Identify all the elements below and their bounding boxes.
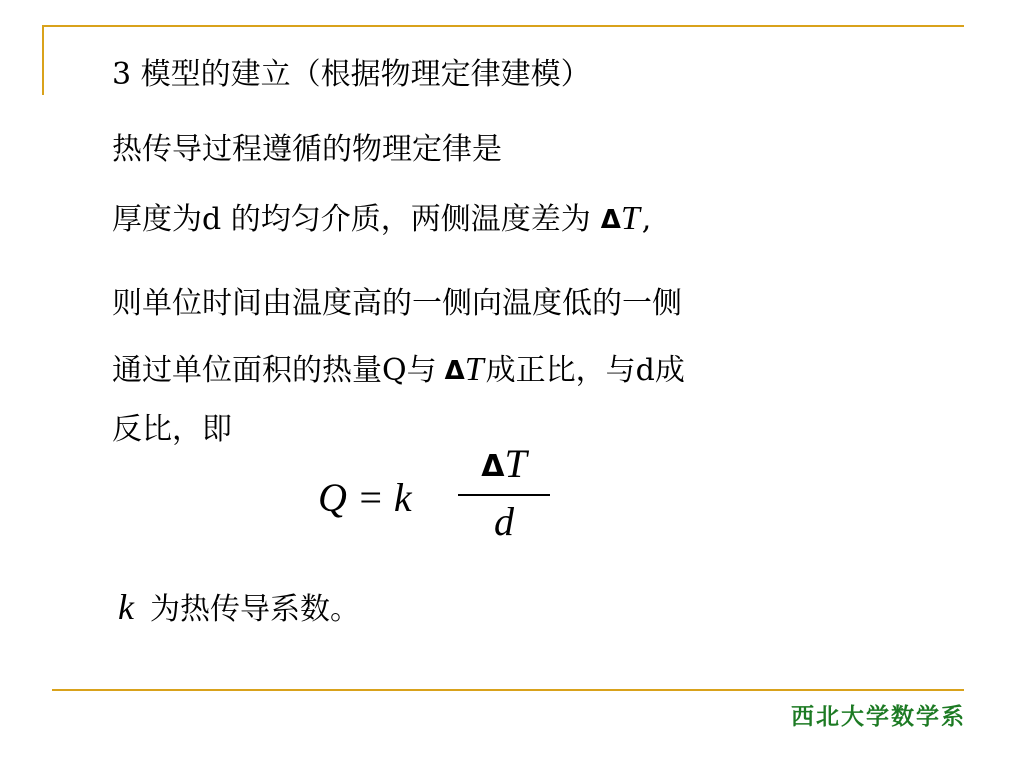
text-line-medium xyxy=(112,199,651,240)
k-symbol: k xyxy=(118,587,134,627)
heat-q-text: 通过单位面积的热量Q与 xyxy=(112,353,437,388)
text-line-inverse: 反比，即 xyxy=(112,412,232,447)
bottom-frame-line xyxy=(52,689,964,691)
footer-institution: 西北大学数学系 xyxy=(791,704,966,730)
text-line-coefficient xyxy=(118,587,360,630)
delta-t-symbol-2: ΔT xyxy=(444,351,484,388)
fraction-bar xyxy=(458,494,550,496)
formula-lhs: Q = k xyxy=(318,475,412,520)
formula-numerator: ΔT xyxy=(481,441,527,486)
delta-t-symbol: ΔT xyxy=(600,200,640,237)
heat-conduction-formula xyxy=(312,442,562,552)
coefficient-desc: 为热传导系数。 xyxy=(149,592,360,627)
formula-denominator: d xyxy=(494,499,514,544)
section-heading: 3 模型的建立（根据物理定律建模） xyxy=(112,57,591,92)
left-frame-line xyxy=(42,25,44,95)
text-line-heat-flow: 则单位时间由温度高的一侧向温度低的一侧 xyxy=(112,286,682,321)
top-frame-line xyxy=(42,25,964,27)
text-line-law: 热传导过程遵循的物理定律是 xyxy=(112,132,502,167)
text-line-proportional xyxy=(112,350,685,391)
medium-text: 厚度为d 的均匀介质，两侧温度差为 xyxy=(112,202,591,237)
trailing-comma: , xyxy=(641,202,652,237)
proportional-text: 成正比，与d成 xyxy=(485,353,685,388)
